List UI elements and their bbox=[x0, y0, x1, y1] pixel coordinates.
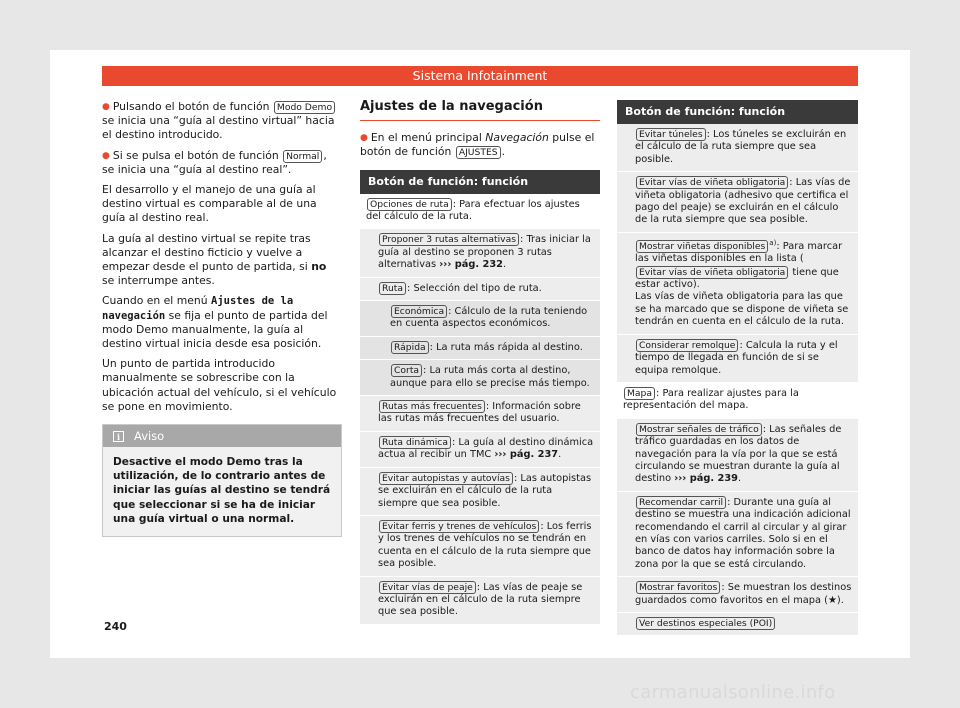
function-key: Mostrar señales de tráfico bbox=[636, 423, 762, 436]
paragraph-comparison: El desarrollo y el manejo de una guía al destino virtual es comparable al de una guía al destino real. bbox=[102, 183, 317, 225]
bullet-icon: ● bbox=[360, 133, 368, 144]
row-text: : Los túneles se excluirán en el cálculo de la ruta siempre que sea posible. bbox=[635, 129, 847, 165]
column-left bbox=[102, 100, 342, 537]
table-row bbox=[617, 419, 858, 492]
notice-title: Aviso bbox=[134, 429, 165, 444]
paragraph-demo-mode: ● Pulsando el botón de función Modo Demo se inicia una “guía al destino virtual” hacia el destino introducido. bbox=[102, 100, 335, 142]
table-row bbox=[360, 468, 600, 516]
notice-body: Desactive el modo Demo tras la utilización, de lo contrario antes de iniciar las guías al destino se tendrá que seleccionar si se ha de iniciar una guía virtual o una normal. bbox=[103, 447, 341, 536]
table-row bbox=[360, 360, 600, 396]
table-row bbox=[360, 278, 600, 301]
table-row bbox=[360, 516, 600, 577]
table-row bbox=[360, 432, 600, 468]
function-key: Ver destinos especiales (POI) bbox=[636, 617, 775, 630]
section-header: Sistema Infotainment bbox=[102, 66, 858, 86]
table-body bbox=[617, 124, 858, 636]
function-key: Evitar vías de viñeta obligatoria bbox=[636, 266, 788, 279]
section-title: Ajustes de la navegación bbox=[360, 100, 600, 121]
row-text: : Los ferris y los trenes de vehículos no se tendrán en cuenta en el cálculo de la ruta siempre que sea posible. bbox=[378, 520, 592, 570]
paragraph-repeat: La guía al destino virtual se repite tras alcanzar el destino ficticio y vuelve a empezar desde el punto de partida, si no se interrumpe antes. bbox=[102, 231, 327, 288]
function-key: Mostrar viñetas disponibles bbox=[636, 240, 768, 253]
notice-box bbox=[102, 424, 342, 537]
page-reference: ››› pág. 239 bbox=[674, 473, 738, 485]
row-text: : Calcula la ruta y el tiempo de llegada en función de si se equipa remolque. bbox=[635, 339, 838, 376]
table-row bbox=[617, 335, 858, 383]
function-key: Proponer 3 rutas alternativas bbox=[379, 233, 519, 246]
demo-mode-key: Modo Demo bbox=[274, 101, 335, 114]
bullet-icon: ● bbox=[102, 102, 110, 112]
notice-header bbox=[103, 425, 341, 447]
row-text: . bbox=[737, 473, 742, 485]
row-text: : Para efectuar los ajustes del cálculo de la ruta. bbox=[366, 198, 580, 223]
function-key: Evitar túneles bbox=[636, 128, 706, 141]
table-header: Botón de función: función bbox=[360, 170, 600, 194]
row-text: : Las vías de peaje se excluirán en el cálculo de la ruta siempre que sea posible. bbox=[378, 581, 583, 618]
function-key: Económica bbox=[391, 305, 447, 318]
function-key: Recomendar carril bbox=[636, 496, 726, 509]
table-body bbox=[360, 194, 600, 625]
row-text: tiene que estar activo). bbox=[635, 266, 839, 291]
table-row bbox=[617, 613, 858, 636]
row-text: . bbox=[558, 449, 562, 461]
table-row bbox=[360, 396, 600, 432]
function-key: Evitar ferris y trenes de vehículos bbox=[379, 520, 539, 533]
function-key: Rápida bbox=[391, 341, 429, 354]
row-text: ). bbox=[836, 594, 844, 606]
paragraph-start-point: Cuando en el menú Ajustes de la navegación se fija el punto de partida del modo Demo manualmente, la guía al destino virtual inicia desde esa posición. bbox=[102, 294, 328, 351]
function-key: Ruta bbox=[379, 282, 406, 295]
star-icon: ★ bbox=[827, 594, 837, 606]
page-reference: ››› pág. 237 bbox=[494, 449, 559, 461]
watermark: carmanualsonline.info bbox=[630, 682, 836, 703]
table-row bbox=[360, 577, 600, 625]
row-text: Las vías de viñeta obligatoria para las que se ha marcado que se dispone de viñeta se tendrán en cuenta en el cálculo de la ruta. bbox=[635, 291, 849, 328]
table-row bbox=[617, 492, 858, 577]
table-row bbox=[360, 229, 600, 277]
table-row bbox=[360, 337, 600, 360]
paragraph-overwrite: Un punto de partida introducido manualmente se sobrescribe con la ubicación actual del vehículo, si el vehículo se pone en movimiento. bbox=[102, 357, 337, 413]
function-key: Evitar autopistas y autovías bbox=[379, 472, 513, 485]
table-row bbox=[617, 124, 858, 172]
table-row bbox=[617, 383, 858, 419]
function-key: Ruta dinámica bbox=[379, 436, 451, 449]
function-key: Opciones de ruta bbox=[367, 198, 452, 211]
row-text: : La ruta más rápida al destino. bbox=[429, 341, 583, 353]
function-key: Evitar vías de peaje bbox=[379, 581, 476, 594]
function-key: Evitar vías de viñeta obligatoria bbox=[636, 176, 788, 189]
page-reference: ››› pág. 232 bbox=[439, 259, 503, 271]
page-number: 240 bbox=[104, 620, 127, 633]
row-text: : Para realizar ajustes para la representación del mapa. bbox=[623, 387, 799, 412]
function-key: Rutas más frecuentes bbox=[379, 400, 485, 413]
column-right bbox=[617, 100, 858, 636]
table-row bbox=[617, 233, 858, 335]
function-key: Corta bbox=[391, 364, 422, 377]
table-row bbox=[617, 172, 858, 233]
column-middle bbox=[360, 100, 600, 625]
row-text: . bbox=[503, 259, 507, 271]
row-text: : Las vías de viñeta obligatoria (adhesivo que certifica el pago del peaje) se excluirán en el cálculo de la ruta siempre que sea posible. bbox=[635, 177, 851, 226]
function-key: Considerar remolque bbox=[636, 339, 738, 352]
function-key: Mapa bbox=[624, 387, 655, 400]
menu-name: Ajustes de la navegación bbox=[102, 295, 294, 322]
table-header: Botón de función: función bbox=[617, 100, 858, 124]
table-row bbox=[360, 301, 600, 337]
bullet-icon: ● bbox=[102, 150, 110, 161]
table-row bbox=[360, 194, 600, 230]
row-text: : Para marcar las viñetas disponibles en la lista ( bbox=[635, 240, 843, 265]
function-key: Mostrar favoritos bbox=[636, 581, 720, 594]
row-text: : Cálculo de la ruta teniendo en cuenta aspectos económicos. bbox=[390, 306, 588, 330]
row-text: : Durante una guía al destino se muestra una indicación adicional recomendando el carril al circular y al girar en vías con varios carriles. Solo si en el banco de datos hay información sobre la zona por la que se está circulando. bbox=[635, 496, 851, 570]
row-text: : Información sobre las rutas más frecuentes del usuario. bbox=[378, 401, 581, 425]
row-text: : Se muestran los destinos guardados como favoritos en el mapa ( bbox=[635, 582, 852, 606]
row-text: : Tras iniciar la guía al destino se proponen 3 rutas alternativas bbox=[378, 234, 591, 271]
row-text: : La guía al destino dinámica actua al recibir un TMC bbox=[378, 436, 594, 461]
row-text: : La ruta más corta al destino, aunque para ello se precise más tiempo. bbox=[390, 365, 590, 389]
normal-key: Normal bbox=[283, 150, 322, 163]
footnote-marker: a) bbox=[769, 238, 777, 247]
function-table bbox=[360, 170, 600, 625]
settings-key: AJUSTES bbox=[456, 146, 501, 159]
table-row bbox=[617, 577, 858, 613]
intro-paragraph: ● En el menú principal Navegación pulse el botón de función AJUSTES . bbox=[360, 131, 595, 159]
paragraph-normal-mode: ● Si se pulsa el botón de función Normal , se inicia una “guía al destino real”. bbox=[102, 148, 327, 176]
row-text: : Las señales de tráfico guardadas en los datos de navegación para la vía por la que se está circulando se muestran durante la guía al destino bbox=[635, 423, 842, 485]
info-icon: i bbox=[113, 431, 124, 442]
row-text: : Las autopistas se excluirán en el cálculo de la ruta siempre que sea posible. bbox=[378, 472, 592, 509]
row-text: : Selección del tipo de ruta. bbox=[407, 282, 542, 294]
